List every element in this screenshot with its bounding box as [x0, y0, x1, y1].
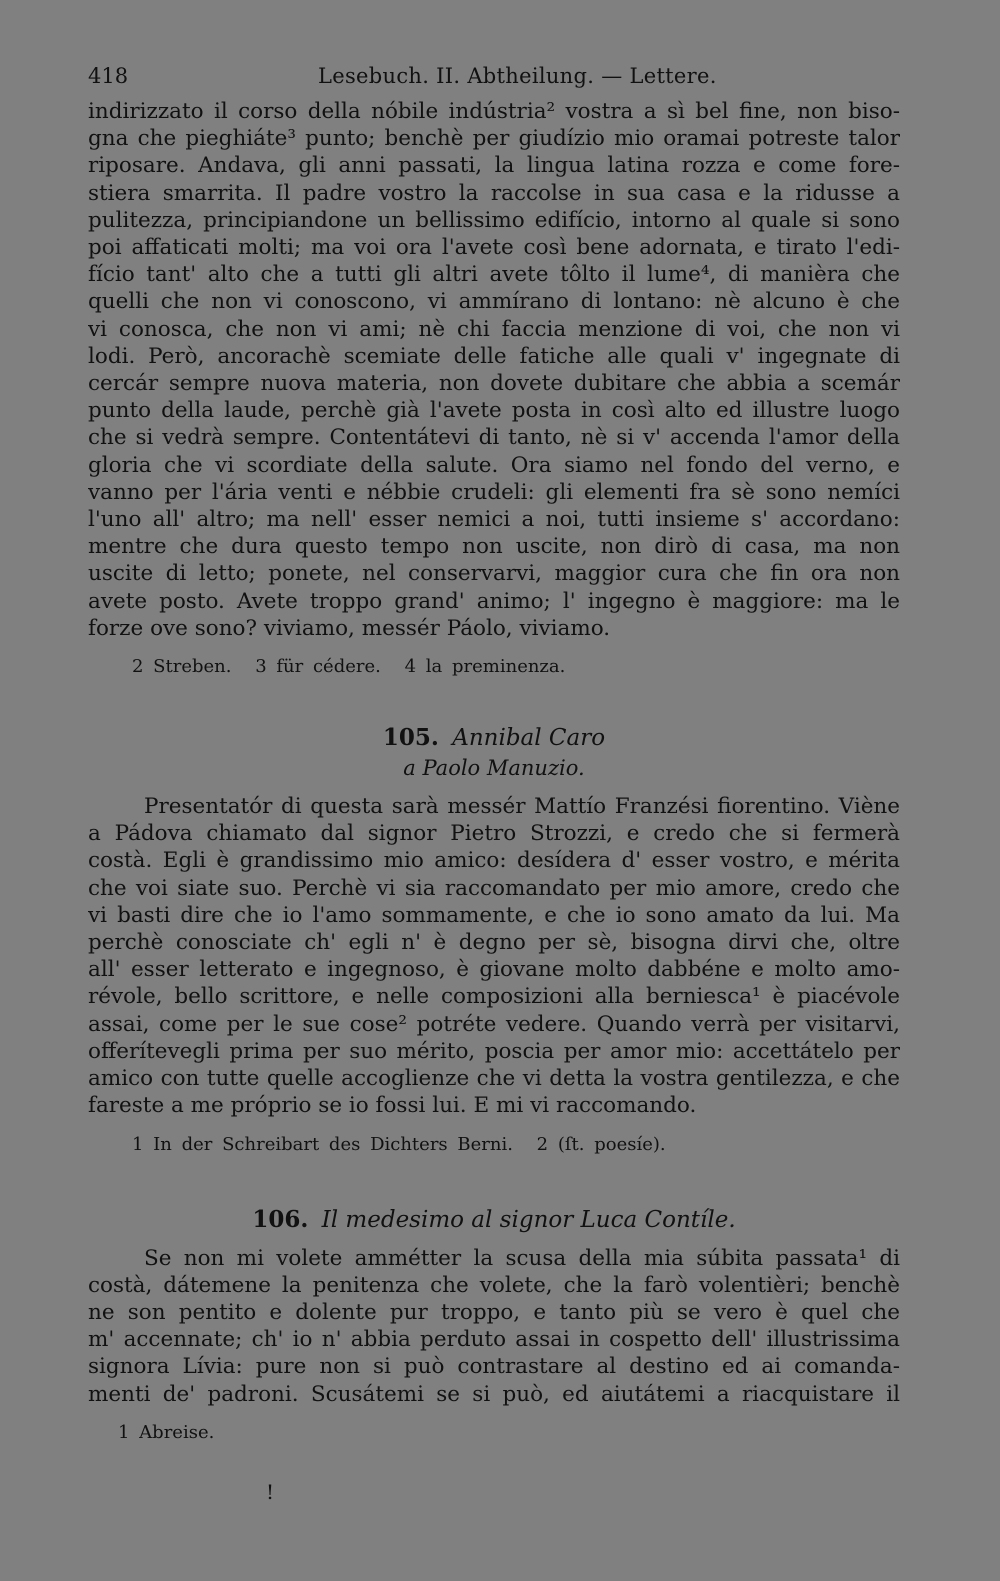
text-line: ne son pentito e dolente pur troppo, e tanto più se vero è quel che — [88, 1299, 900, 1325]
book-page — [88, 64, 900, 1443]
text-line: mentre che dura questo tempo non uscite, non dirò di casa, ma non — [88, 534, 900, 560]
text-line: forze ove sono? viviamo, messér Páolo, viviamo. — [88, 615, 611, 641]
footnote: 1 Abreise. — [118, 1421, 215, 1443]
text-line: fareste a me próprio se io fossi lui. E mi vi raccomando. — [88, 1093, 697, 1119]
text-line: amico con tutte quelle accoglienze che vi detta la vostra gentilezza, e che — [88, 1066, 900, 1092]
letter-text — [88, 793, 900, 1119]
text-line: vi conosca, che non vi ami; nè chi faccia menzione di voi, che non vi — [88, 316, 900, 342]
text-line: stiera smarrita. Il padre vostro la raccolse in sua casa e la ridusse a — [88, 180, 900, 206]
text-line: perchè conosciate ch' egli n' è degno per sè, bisogna dirvi che, oltre — [88, 930, 900, 956]
footnote: 2 (ſt. poesíe). — [536, 1133, 666, 1155]
text-line: fício tant' alto che a tutti gli altri avete tôlto il lume⁴, di manièra che — [88, 262, 900, 288]
letter-title: Annibal Caro — [452, 725, 606, 752]
stray-mark: ! — [266, 1480, 275, 1504]
footnotes-letter-105 — [88, 1134, 900, 1155]
text-line: che voi siate suo. Perchè vi sia raccomandato per mio amore, credo che — [88, 875, 900, 901]
text-line: a Pádova chiamato dal signor Pietro Strozzi, e credo che si fermerà — [88, 821, 900, 847]
footnote: 2 Streben. — [132, 656, 232, 678]
text-line: l'uno all' altro; ma nell' esser nemici a noi, tutti insieme s' accordano: — [88, 507, 900, 533]
footnote: 1 In der Schreibart des Dichters Berni. — [132, 1133, 513, 1155]
footnotes-letter-106 — [88, 1422, 900, 1443]
text-line: m' accennate; ch' io n' abbia perduto assai in cospetto dell' illustrissima — [88, 1327, 900, 1353]
text-line: révole, bello scrittore, e nelle composizioni alla berniesca¹ è piacévole — [88, 984, 900, 1010]
footnotes-continuation — [88, 656, 900, 677]
letter-text — [88, 1245, 900, 1408]
letter-heading — [88, 1205, 900, 1235]
text-line: che si vedrà sempre. Contentátevi di tanto, nè si v' accenda l'amor della — [88, 425, 900, 451]
text-line: menti de' padroni. Scusátemi se si può, ed aiutátemi a riacquistare il — [88, 1381, 900, 1407]
page-number: 418 — [88, 64, 129, 88]
letter-106 — [88, 1205, 900, 1443]
text-line: vi basti dire che io l'amo sommamente, e che io sono amato da lui. Ma — [88, 902, 900, 928]
footnote: 4 la preminenza. — [404, 656, 566, 678]
text-line: costà, dátemene la penitenza che volete, che la farò volentièri; benchè — [88, 1272, 900, 1298]
text-line: costà. Egli è grandissimo mio amico: desídera d' esser vostro, e mérita — [88, 848, 900, 874]
text-line: Presentatór di questa sarà messér Mattío Franzési fiorentino. Viène — [144, 794, 900, 820]
footnote: 3 für cédere. — [255, 656, 381, 678]
text-line: pulitezza, principiandone un bellissimo edifício, intorno al quale si sono — [88, 207, 900, 233]
text-line: cercár sempre nuova materia, non dovete dubitare che abbia a scemár — [88, 371, 900, 397]
text-line: quelli che non vi conoscono, vi ammírano di lontano: nè alcuno è che — [88, 289, 900, 315]
text-line: Se non mi volete ammétter la scusa della mia súbita passata¹ di — [144, 1245, 900, 1271]
text-line: gloria che vi scordiate della salute. Ora siamo nel fondo del verno, e — [88, 452, 900, 478]
text-line: signora Lívia: pure non si può contrastare al destino ed ai comanda- — [88, 1354, 900, 1380]
text-line: offerítevegli prima per suo mérito, poscia per amor mio: accettátelo per — [88, 1038, 900, 1064]
text-line: assai, come per le sue cose² potréte vedere. Quando verrà per visitarvi, — [88, 1011, 900, 1037]
text-line: gna che pieghiáte³ punto; benchè per giudízio mio oramai potreste talor — [88, 126, 900, 152]
running-head-title: Lesebuch. II. Abtheilung. — Lettere. — [318, 64, 717, 88]
text-line: vanno per l'ária venti e nébbie crudeli: gli elementi fra sè sono nemíci — [88, 479, 900, 505]
running-head — [88, 64, 900, 98]
letter-heading — [88, 723, 900, 753]
text-line: uscite di letto; ponete, nel conservarvi, maggior cura che fin ora non — [88, 561, 900, 587]
text-line: all' esser letterato e ingegnoso, è giovane molto dabbéne e molto amo- — [88, 957, 900, 983]
text-line: indirizzato il corso della nóbile indústria² vostra a sì bel fine, non biso- — [88, 99, 900, 124]
text-line: avete posto. Avete troppo grand' animo; l' ingegno è maggiore: ma le — [88, 588, 900, 614]
letter-title: Il medesimo al signor Luca Contíle. — [321, 1206, 736, 1233]
letter-number: 105. — [382, 724, 439, 752]
text-line: riposare. Andava, gli anni passati, la lingua latina rozza e come fore- — [88, 153, 900, 179]
letter-number: 106. — [252, 1205, 309, 1233]
continuation-text — [88, 98, 900, 642]
text-line: lodi. Però, ancorachè scemiate delle fatiche alle quali v' ingegnate di — [88, 343, 900, 369]
letter-105 — [88, 723, 900, 1154]
letter-recipient: a Paolo Manuzio. — [403, 756, 585, 781]
text-line: poi affaticati molti; ma voi ora l'avete così bene adornata, e tirato l'edi- — [88, 235, 900, 261]
text-line: punto della laude, perchè già l'avete posta in così alto ed illustre luogo — [88, 398, 900, 424]
